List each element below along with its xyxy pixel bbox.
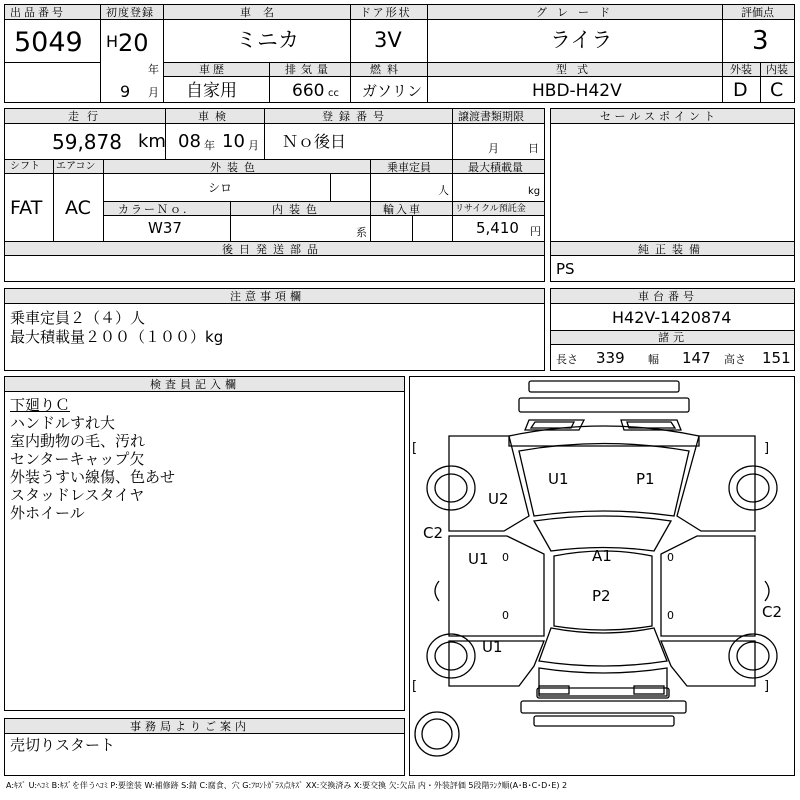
wid: 147 — [682, 349, 711, 367]
inspector-notes — [10, 396, 175, 522]
zero-mark: 0 — [667, 609, 674, 622]
note-line: 下廻りＣ — [10, 396, 71, 414]
note-line: 外ホイール — [10, 504, 85, 522]
mileage: 59,878 — [52, 130, 122, 154]
shift-label: シフト — [10, 161, 40, 172]
later-label: 後日発送部品 — [222, 243, 324, 256]
regno-label: 登録番号 — [322, 110, 390, 123]
load-unit: kg — [528, 186, 541, 197]
int-label: 内装 — [766, 63, 788, 76]
bracket-left-top: [ — [412, 441, 418, 456]
chassis-number: H42V-1420874 — [612, 308, 732, 327]
capacity-label: 乗車定員 — [387, 161, 431, 174]
reg-era: H — [106, 32, 119, 51]
history-label: 車歴 — [199, 63, 227, 76]
capacity-unit: 人 — [438, 184, 449, 197]
int-grade: C — [770, 79, 784, 101]
reg-year-unit: 年 — [148, 63, 159, 76]
lot-label: 出品番号 — [10, 6, 66, 19]
car-name-label: 車名 — [240, 6, 286, 19]
damage-mark-u2: U2 — [488, 490, 509, 508]
bracket-left-bottom: [ — [412, 679, 418, 694]
fuel: ガソリン — [362, 82, 423, 100]
sales-label: セールスポイント — [600, 110, 720, 123]
damage-mark-p2: P2 — [592, 587, 611, 605]
colorno: W37 — [148, 219, 182, 237]
intcolor-label: 内装色 — [272, 203, 323, 216]
bracket-right-bottom: ] — [764, 679, 770, 694]
disp-unit: cc — [328, 88, 339, 99]
equip-label: 純正装備 — [638, 243, 706, 256]
note-line: ハンドルすれ大 — [10, 414, 116, 432]
doors: 3V — [374, 28, 402, 52]
color-label: 外装色 — [210, 161, 261, 174]
disp-label: 排気量 — [285, 63, 333, 76]
doors-label: ドア形状 — [360, 6, 412, 19]
score: 3 — [752, 26, 769, 56]
zero-mark: 0 — [667, 551, 674, 564]
reg-label: 初度登録 — [106, 6, 154, 19]
hgt: 151 — [762, 349, 791, 367]
equip: PS — [556, 260, 575, 278]
inspect-month-unit: 月 — [248, 139, 259, 152]
color: シロ — [208, 181, 233, 195]
inspect-year-unit: 年 — [204, 139, 215, 152]
history: 自家用 — [186, 81, 237, 101]
zero-mark: 0 — [502, 551, 509, 564]
damage-mark-u1-door: U1 — [468, 550, 489, 568]
mileage-label: 走行 — [68, 110, 106, 123]
colorno-label: カラーＮｏ. — [118, 203, 189, 216]
damage-mark-u1-rear: U1 — [482, 638, 503, 656]
ext-label: 外装 — [730, 63, 752, 76]
lot-number: 5049 — [14, 27, 83, 58]
transfer-month: 月 — [488, 142, 499, 155]
len-label: 長さ — [556, 353, 578, 366]
grade: ライラ — [550, 28, 613, 52]
inspect-year: 08 — [178, 131, 201, 152]
caution-line-1: 乗車定員２（４）人 — [10, 309, 146, 327]
regno: Ｎｏ後日 — [282, 132, 347, 151]
ac: AC — [65, 197, 91, 219]
inspect-label: 車検 — [198, 110, 232, 123]
dims-label: 諸元 — [658, 331, 688, 344]
score-label: 評価点 — [741, 6, 774, 19]
zero-mark: 0 — [502, 609, 509, 622]
reg-month-unit: 月 — [148, 86, 159, 99]
disp: 660 — [292, 81, 325, 101]
car-name: ミニカ — [236, 28, 299, 52]
import-label: 輸入車 — [383, 203, 422, 216]
mileage-unit: km — [138, 131, 166, 152]
damage-mark-p1: P1 — [636, 470, 655, 488]
shift: FAT — [10, 197, 43, 219]
recycle-label: リサイクル預託金 — [455, 204, 526, 214]
inspect-month: 10 — [222, 131, 245, 152]
damage-mark-a1: A1 — [592, 547, 612, 565]
ext-grade: D — [733, 79, 748, 101]
office-label: 事務局よりご案内 — [130, 720, 250, 733]
reg-year: 20 — [118, 29, 149, 57]
transfer-label: 譲渡書類期限 — [458, 110, 524, 123]
note-line: スタッドレスタイヤ — [10, 486, 145, 504]
damage-mark-c2-left: C2 — [423, 524, 444, 542]
damage-mark-u1-roof: U1 — [548, 470, 569, 488]
legend: A:ｷｽﾞ U:ﾍｺﾐ B:ｷｽﾞを伴うﾍｺﾐ P:要塗装 W:補修跡 S:錆 C:腐食、穴 G:ﾌﾛﾝﾄｶﾞﾗｽ点ｷｽﾞ XX:交換済み X:要交換 欠:欠品 内・外装評価 5段階ﾗﾝｸ順(A･B･C･D･E) 2 — [6, 781, 568, 790]
wid-label: 幅 — [648, 353, 659, 366]
office-text: 売切りスタート — [10, 736, 116, 754]
bracket-right-top: ] — [764, 441, 770, 456]
len: 339 — [596, 349, 625, 367]
ac-label: エアコン — [56, 161, 96, 172]
car-diagram-svg — [409, 376, 795, 776]
caution-line-2: 最大積載量２００（１００）kg — [10, 328, 224, 346]
chassis-label: 車台番号 — [638, 290, 698, 303]
model-label: 型式 — [556, 63, 598, 76]
hgt-label: 高さ — [724, 353, 746, 366]
fuel-label: 燃料 — [370, 63, 404, 76]
note-line: センターキャップ欠 — [10, 450, 145, 468]
recycle: 5,410 — [476, 219, 519, 237]
transfer-day: 日 — [528, 142, 539, 155]
grade-label: グレード — [536, 6, 620, 19]
note-line: 外装うすい線傷、色あせ — [10, 468, 176, 486]
intcolor-unit: 系 — [356, 226, 367, 239]
damage-mark-c2-right: C2 — [762, 603, 783, 621]
load-label: 最大積載量 — [468, 161, 523, 174]
recycle-unit: 円 — [530, 225, 541, 238]
reg-month: 9 — [120, 82, 131, 101]
note-line: 室内動物の毛、汚れ — [10, 432, 146, 450]
model: HBD-H42V — [532, 81, 622, 101]
caution-label: 注意事項欄 — [230, 290, 305, 303]
inspector-label: 検査員記入欄 — [150, 378, 240, 391]
